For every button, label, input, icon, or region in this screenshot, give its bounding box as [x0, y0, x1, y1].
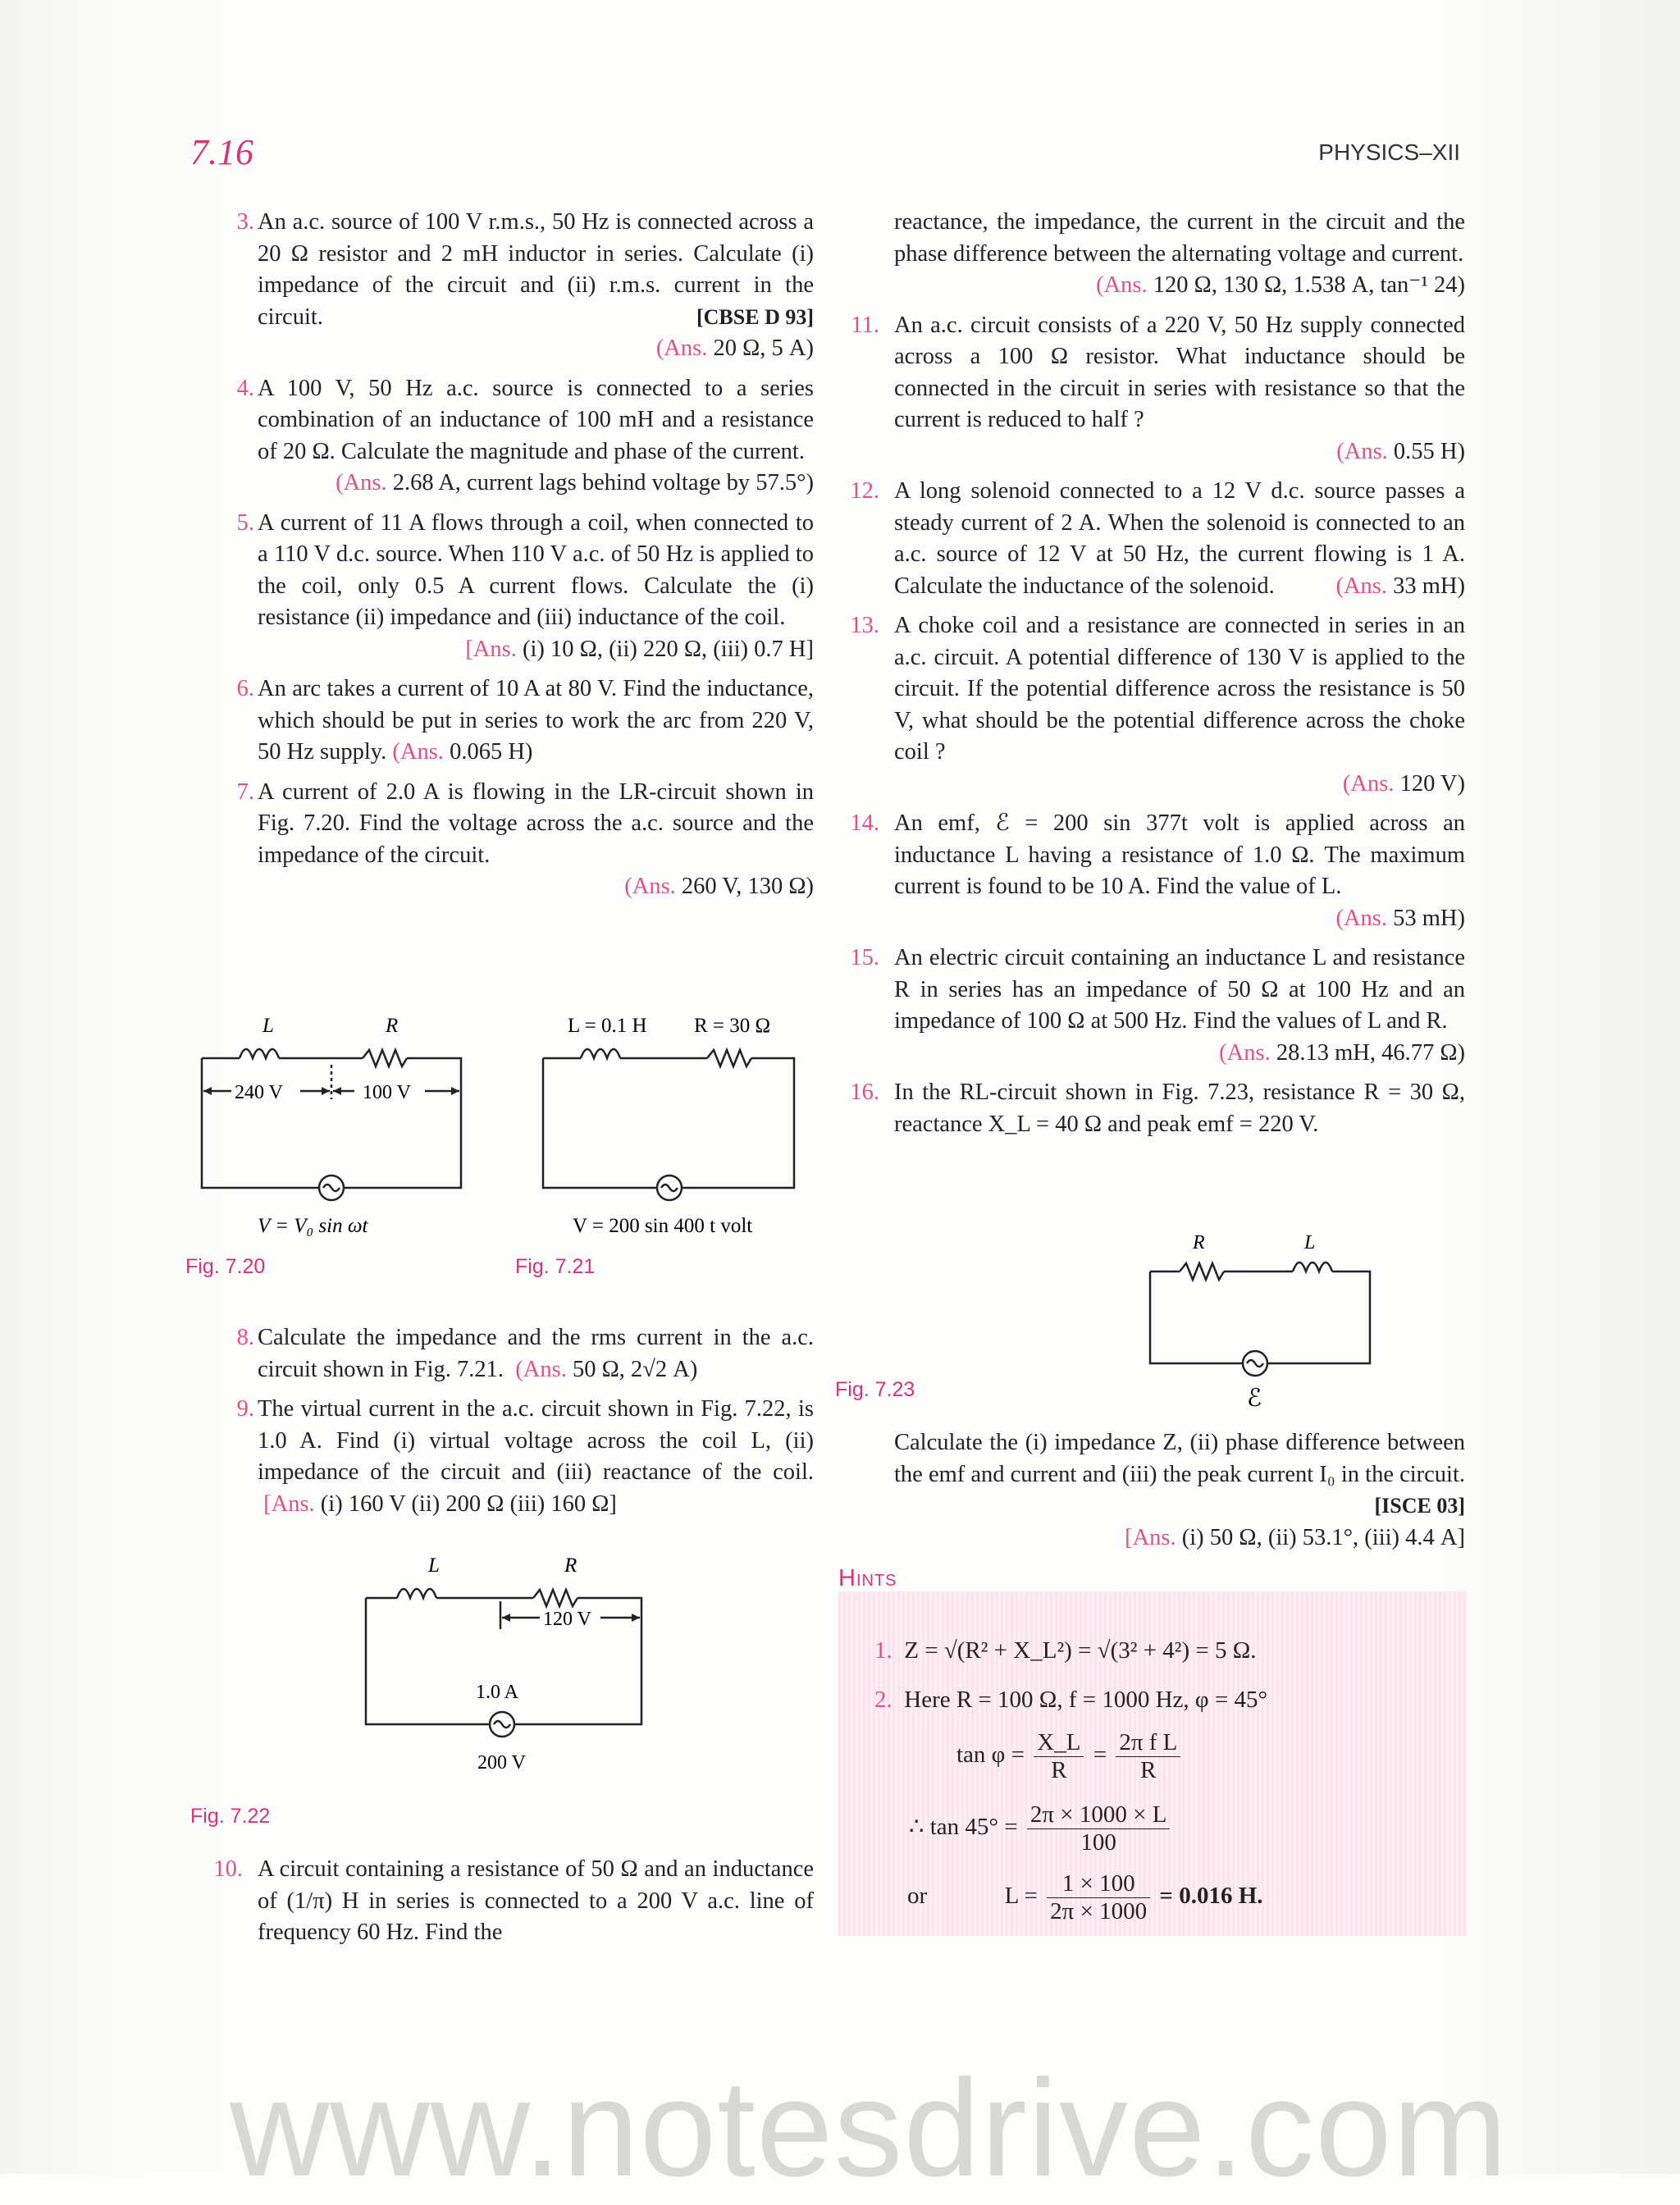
fig20-L-label: L: [262, 1015, 274, 1037]
fig22-R-label: R: [564, 1554, 578, 1577]
question-4: 4. A 100 V, 50 Hz a.c. source is connected to a series combination of an inductance of 100 mH and a resistance of 20 Ω. Calculate the magnitude and phase of the current. (Ans. 2.68 A, current lags behind voltage by 57.5°): [236, 375, 814, 495]
hint-1: 1. Z = √(R² + X_L²) = √(3² + 4²) = 5 Ω.: [874, 1637, 1257, 1664]
page-number: 7.16: [190, 132, 253, 172]
question-13: 13. A choke coil and a resistance are connected in series in an a.c. circuit. A potential difference of 130 V is applied to the circuit. If the potential difference across the resistance is 50 V, what should be the potential difference across the choke coil ? (Ans. 120 V): [850, 613, 1465, 797]
fig22-source-label: 200 V: [477, 1752, 526, 1774]
question-12: 12. A long solenoid connected to a 12 V d.c. source passes a steady current of 2 A. When the solenoid is connected to an a.c. source of 12 V at 50 Hz, the current flowing is 1 A. Calculate the inductance of the solenoid. (Ans. 33 mH): [850, 478, 1465, 599]
fig20-v1-label: 240 V: [235, 1082, 283, 1103]
hint-2-L: or L = $\frac{1 \times 100}{2\pi \times 1000}$ = 0.016 H.: [907, 1870, 1263, 1924]
hint-2: 2. Here R = 100 Ω, f = 1000 Hz, φ = 45°: [874, 1687, 1268, 1713]
hints-box: [838, 1591, 1467, 1936]
question-16: 16. In the RL-circuit shown in Fig. 7.23, resistance R = 30 Ω, reactance X_L = 40 Ω and peak emf = 220 V.: [850, 1080, 1465, 1137]
figure-7-23: [1140, 1230, 1386, 1419]
question-9: 9. The virtual current in the a.c. circuit shown in Fig. 7.22, is 1.0 A. Find (i) virtual voltage across the coil L, (ii) impedance of the circuit and (iii) reactance of the coil. [Ans. (i) 160 V (ii) 200 Ω (iii) 160 Ω]: [236, 1396, 814, 1517]
fig-7-20-caption: Fig. 7.20: [185, 1255, 266, 1278]
fig23-R-label: R: [1193, 1232, 1205, 1253]
question-3: 3. An a.c. source of 100 V r.m.s., 50 Hz is connected across a 20 Ω resistor and 2 mH inductor in series. Calculate (i) impedance of the circuit and (ii) r.m.s. current in the circuit. [CBSE D 93] (Ans. 20 Ω, 5 A): [236, 209, 814, 361]
hint-2-tan45: ∴ tan 45° = $\frac{2\pi \times 1000 \times L}{100}$: [909, 1801, 1173, 1856]
fig-7-21-caption: Fig. 7.21: [515, 1255, 596, 1278]
fig21-R-label: R = 30 Ω: [694, 1015, 771, 1037]
question-16-continued: Calculate the (i) impedance Z, (ii) phase difference between the emf and current and (iii) the peak current I₀ in the circuit. [ISCE 03] [Ans. (i) 50 Ω, (ii) 53.1°, (iii) 4.4 A]: [894, 1430, 1466, 1550]
fig22-L-label: L: [428, 1554, 440, 1577]
fig21-source-label: V = 200 sin 400 t volt: [573, 1215, 753, 1237]
fig22-i-label: 1.0 A: [476, 1682, 519, 1703]
hint-2-tan: tan φ = $\frac{X\_L}{R}$ = $\frac{\text{2π f L}}{R}$: [956, 1729, 1184, 1784]
left-column-middle: [215, 1322, 814, 1528]
figure-7-22: [361, 1550, 656, 1788]
question-3-ref: [CBSE D 93]: [696, 304, 814, 329]
question-10: 10. A circuit containing a resistance of 50 Ω and an inductance of (1/π) H in series is connected to a 200 V a.c. line of frequency 60 Hz. Find the: [213, 1856, 814, 1945]
right-column-bottom: [851, 1427, 1465, 1562]
question-5: 5. A current of 11 A flows through a coil, when connected to a 110 V d.c. source. When 110 V a.c. of 50 Hz is applied to the coil, only 0.5 A current flows. Calculate the (i) resistance (ii) impedance and (iii) inductance of the coil. [Ans. (i) 10 Ω, (ii) 220 Ω, (iii) 0.7 H]: [236, 509, 814, 662]
left-column-bottom: [215, 1854, 814, 1957]
question-8: 8. Calculate the impedance and the rms current in the a.c. circuit shown in Fig. 7.21. (Ans. 50 Ω, 2√2 A): [236, 1325, 814, 1382]
book-title: PHYSICS–XII: [1318, 139, 1460, 165]
fig-7-22-caption: Fig. 7.22: [190, 1805, 271, 1828]
watermark: www.notesdrive.com: [230, 2051, 1509, 2205]
left-column-top: [215, 207, 814, 911]
fig20-v2-label: 100 V: [363, 1082, 411, 1103]
question-6: 6. An arc takes a current of 10 A at 80 V. Find the inductance, which should be put in series to work the arc from 220 V, 50 Hz supply. (Ans. 0.065 H): [236, 676, 814, 765]
fig20-source-label: V = V₀ sin ωt: [258, 1215, 368, 1237]
fig22-v-label: 120 V: [543, 1609, 591, 1630]
hints-title: Hints: [838, 1565, 897, 1591]
question-15: 15. An electric circuit containing an inductance L and resistance R in series has an impedance of 50 Ω at 100 Hz and an impedance of 100 Ω at 500 Hz. Find the values of L and R. (Ans. 28.13 mH, 46.77 Ω): [850, 945, 1465, 1066]
fig23-source-label: ℰ: [1247, 1385, 1262, 1412]
fig23-L-label: L: [1304, 1232, 1316, 1253]
fig20-R-label: R: [386, 1015, 399, 1037]
question-14: 14. An emf, ℰ = 200 sin 377t volt is applied across an inductance L having a resistance of 1.0 Ω. The maximum current is found to be 10 A. Find the value of L. (Ans. 53 mH): [850, 810, 1465, 931]
fig-7-23-caption: Fig. 7.23: [835, 1378, 915, 1401]
fig21-L-label: L = 0.1 H: [568, 1015, 647, 1037]
figure-7-20: [190, 1009, 486, 1239]
question-10-continued: reactance, the impedance, the current in the circuit and the phase difference between the alternating voltage and current. (Ans. 120 Ω, 130 Ω, 1.538 A, tan⁻¹ 24): [894, 209, 1465, 298]
right-column-top: [851, 207, 1465, 1148]
question-11: 11. An a.c. circuit consists of a 220 V, 50 Hz supply connected across a 100 Ω resistor. What inductance should be connected in the circuit in series with resistance so that the current is reduced to half ? (Ans. 0.55 H): [851, 312, 1465, 464]
question-7: 7. A current of 2.0 A is flowing in the LR-circuit shown in Fig. 7.20. Find the voltage across the a.c. source and the impedance of the circuit. (Ans. 260 V, 130 Ω): [236, 778, 814, 899]
figure-7-21: [533, 1009, 829, 1239]
